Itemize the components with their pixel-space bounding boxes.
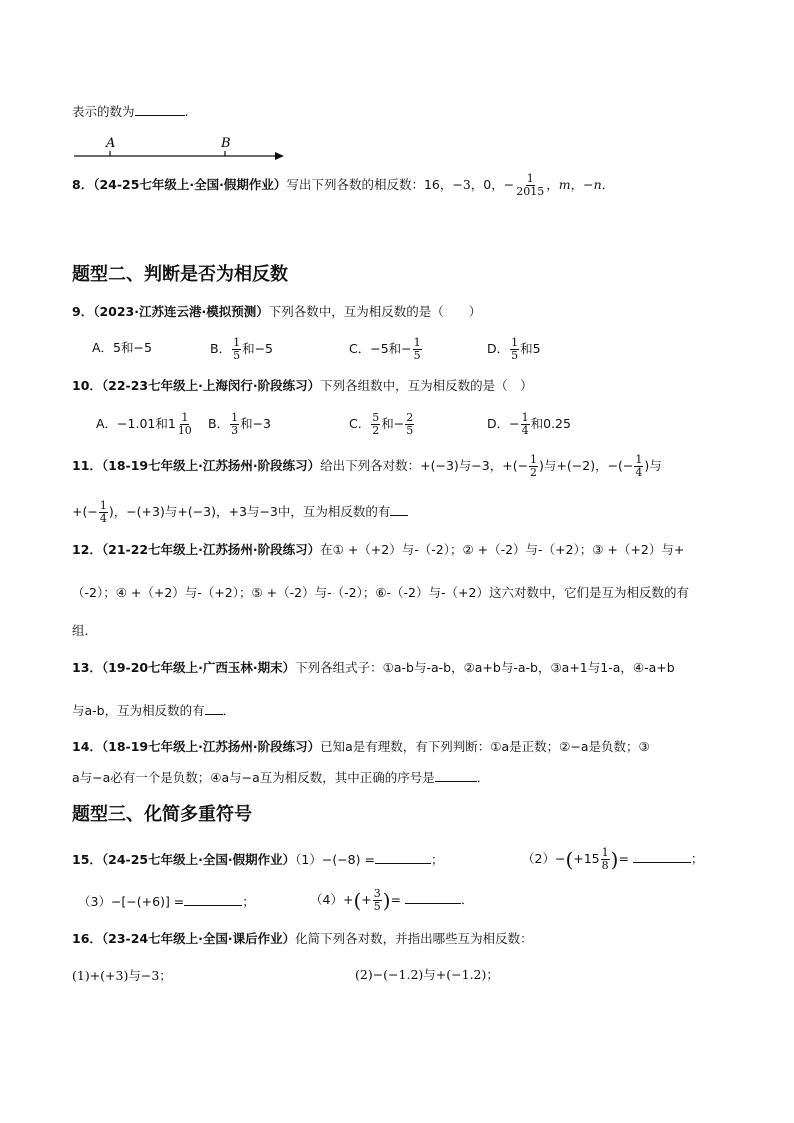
answer-blank: [435, 767, 477, 782]
question-16-part-2: (2)−(−1.2)与+(−1.2)；: [355, 967, 499, 982]
question-12: 12．（21-22七年级上·江苏扬州·阶段练习）在① +（+2）与-（-2）；② +（-2）与-（+2）；③ +（+2）与+: [72, 542, 685, 557]
number-line: [72, 132, 292, 168]
section-title-2: 题型二、判断是否为相反数: [72, 264, 288, 285]
point-a-label: A: [106, 136, 116, 151]
question-8: 8．（24-25七年级上·全国·假期作业）写出下列各数的相反数：16，−3，0，− $\frac{1}{2015}$ ，m，−n．: [72, 172, 615, 198]
question-13: 13．（19-20七年级上·广西玉林·期末）下列各组式子：①a-b与-a-b，②a+b与-a-b，③a+1与1-a，④-a+b: [72, 660, 675, 675]
question-16: 16．（23-24七年级上·全国·课后作业）化简下列各对数，并指出哪些互为相反数：: [72, 931, 533, 946]
question-15-part-3: （3）−[−(+6)] = ；: [78, 891, 255, 912]
answer-blank: [184, 891, 242, 906]
question-14: 14．（18-19七年级上·江苏扬州·阶段练习）已知a是有理数，有下列判断：①a是正数；②−a是负数；③: [72, 739, 650, 754]
question-11: 11．（18-19七年级上·江苏扬州·阶段练习）给出下列各对数：+(−3)与−3，+(− $\frac{1}{2}$ )与+(−2)，−(− $\frac{1}{4}$ )与: [72, 453, 662, 479]
question-15-part-4: （4）+(+ $\frac{3}{5}$ )= ．: [310, 887, 474, 913]
point-b-label: B: [221, 136, 231, 151]
option-b: B． $\frac{1}{3}$ 和−3: [208, 411, 272, 437]
question-12-line-3: 组．: [72, 623, 98, 638]
option-b: B． $\frac{1}{5}$ 和−5: [210, 336, 274, 362]
option-d: D． $\frac{1}{5}$ 和5: [487, 336, 541, 362]
section-title-3: 题型三、化简多重符号: [72, 804, 252, 825]
answer-blank: [405, 889, 461, 904]
answer-blank: [375, 849, 431, 864]
option-a: A．5和−5: [92, 340, 152, 355]
continued-question-text: 表示的数为 .: [72, 101, 189, 122]
question-15: 15．（24-25七年级上·全国·假期作业）（1）−(−8) = ；: [72, 849, 443, 870]
option-d: D．− $\frac{1}{4}$ 和0.25: [487, 411, 571, 437]
question-10: 10．（22-23七年级上·上海闵行·阶段练习）下列各组数中，互为相反数的是（ ）: [72, 378, 533, 393]
option-a: A．−1.01和1 $\frac{1}{10}$: [96, 411, 192, 437]
question-15-part-2: （2）−(+15 $\frac{1}{8}$ )= ；: [522, 846, 704, 872]
question-9: 9．（2023·江苏连云港·模拟预测）下列各数中，互为相反数的是（ ）: [72, 304, 482, 319]
answer-blank: [135, 101, 185, 116]
option-c: C． $\frac{5}{2}$ 和− $\frac{2}{5}$: [349, 411, 414, 437]
question-11-line-2: +(− $\frac{1}{4}$ )，−(+3)与+(−3)，+3与−3中，互为相反数的有: [72, 500, 408, 525]
answer-blank: [633, 848, 691, 863]
fraction: $\frac{1}{2015}$: [516, 172, 545, 198]
question-16-part-1: (1)+(+3)与−3；: [72, 968, 172, 983]
question-14-line-2: a与−a必有一个是负数；④a与−a互为相反数，其中正确的序号是 ．: [72, 767, 489, 788]
question-12-line-2: （-2）；④ +（+2）与-（+2）；⑤ +（-2）与-（-2）；⑥-（-2）与-（+2）这六对数中，它们是互为相反数的有: [72, 585, 689, 600]
answer-blank: [390, 501, 408, 516]
question-13-line-2: 与a-b，互为相反数的有 ．: [72, 700, 235, 721]
option-c: C．−5和− $\frac{1}{5}$: [349, 336, 421, 362]
answer-blank: [205, 700, 223, 715]
